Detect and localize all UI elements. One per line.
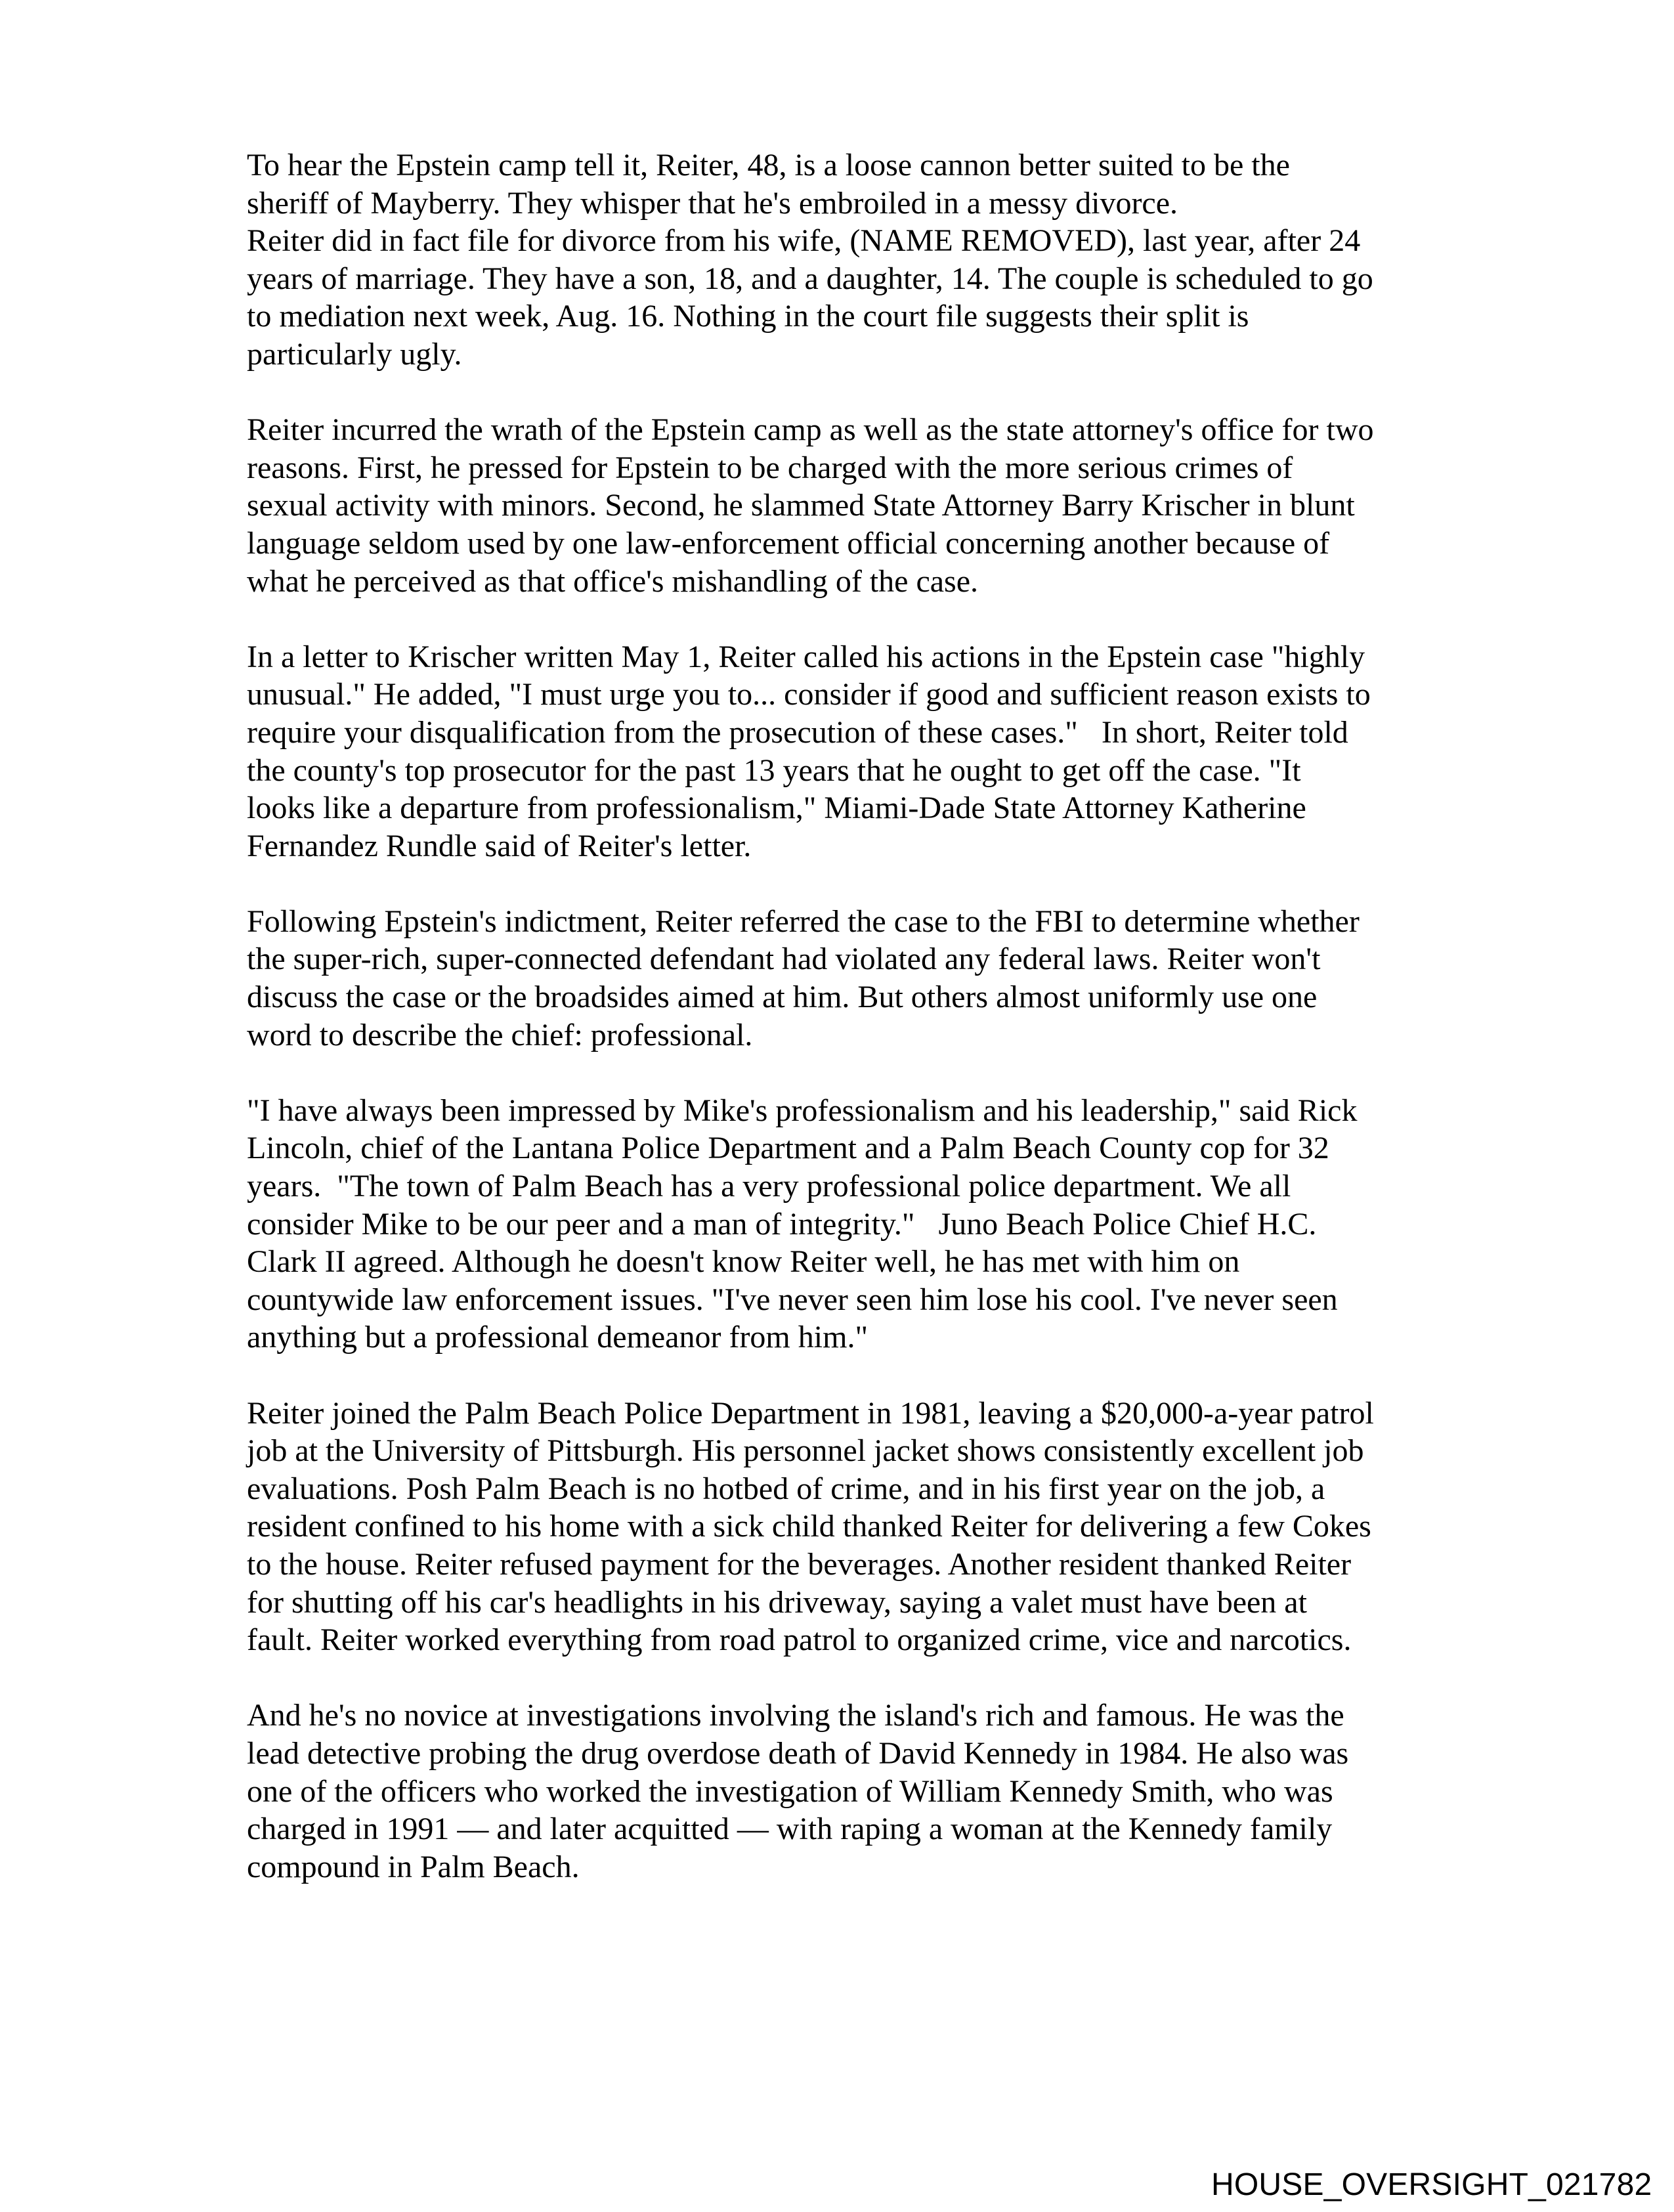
text-line: resident confined to his home with a sick child thanked Reiter for delivering a few Cokes <box>247 1509 1371 1544</box>
article-body <box>247 146 1448 1924</box>
text-line: Lincoln, chief of the Lantana Police Department and a Palm Beach County cop for 32 <box>247 1131 1329 1166</box>
text-line: "I have always been impressed by Mike's professionalism and his leadership," said Rick <box>247 1093 1358 1128</box>
text-line: language seldom used by one law-enforcement official concerning another because of <box>247 525 1330 561</box>
text-line: what he perceived as that office's mishandling of the case. <box>247 563 979 599</box>
text-line: unusual." He added, "I must urge you to... consider if good and sufficient reason exists to <box>247 677 1371 712</box>
text-line: word to describe the chief: professional. <box>247 1017 753 1052</box>
text-line: one of the officers who worked the investigation of William Kennedy Smith, who was <box>247 1773 1333 1809</box>
text-line: charged in 1991 — and later acquitted — with raping a woman at the Kennedy family <box>247 1811 1333 1847</box>
text-line: the county's top prosecutor for the past 13 years that he ought to get off the case. "It <box>247 752 1301 788</box>
paragraph-testimonials <box>247 1092 1448 1356</box>
text-line: Clark II agreed. Although he doesn't know Reiter well, he has met with him on <box>247 1244 1240 1280</box>
paragraph-fbi-referral <box>247 903 1448 1054</box>
paragraph-career-history <box>247 1395 1448 1659</box>
text-line: sexual activity with minors. Second, he slammed State Attorney Barry Krischer in blunt <box>247 488 1355 523</box>
text-line: for shutting off his car's headlights in his driveway, saying a valet must have been at <box>247 1584 1307 1620</box>
text-line: discuss the case or the broadsides aimed at him. But others almost uniformly use one <box>247 980 1318 1015</box>
text-line: countywide law enforcement issues. "I've never seen him lose his cool. I've never seen <box>247 1282 1338 1317</box>
text-line: years of marriage. They have a son, 18, and a daughter, 14. The couple is scheduled to go <box>247 261 1373 296</box>
text-line: compound in Palm Beach. <box>247 1849 580 1884</box>
text-line: job at the University of Pittsburgh. His personnel jacket shows consistently excellent job <box>247 1433 1364 1469</box>
paragraph-letter <box>247 638 1448 865</box>
paragraph-kennedy-cases <box>247 1697 1448 1886</box>
text-line: anything but a professional demeanor from him." <box>247 1320 869 1355</box>
text-line: To hear the Epstein camp tell it, Reiter, 48, is a loose cannon better suited to be the <box>247 148 1290 183</box>
bates-number-stamp: HOUSE_OVERSIGHT_021782 <box>1211 2167 1652 2202</box>
text-line: And he's no novice at investigations involving the island's rich and famous. He was the <box>247 1698 1344 1733</box>
text-line: Reiter incurred the wrath of the Epstein camp as well as the state attorney's office for two <box>247 412 1374 448</box>
text-line: Following Epstein's indictment, Reiter referred the case to the FBI to determine whether <box>247 903 1360 939</box>
text-line: the super-rich, super-connected defendant had violated any federal laws. Reiter won't <box>247 942 1321 977</box>
text-line: evaluations. Posh Palm Beach is no hotbed of crime, and in his first year on the job, a <box>247 1471 1325 1506</box>
text-line: lead detective probing the drug overdose death of David Kennedy in 1984. He also was <box>247 1735 1349 1771</box>
text-line: fault. Reiter worked everything from road patrol to organized crime, vice and narcotics. <box>247 1622 1352 1658</box>
text-line: to mediation next week, Aug. 16. Nothing in the court file suggests their split is <box>247 299 1249 334</box>
text-line: years. "The town of Palm Beach has a very professional police department. We all <box>247 1169 1291 1204</box>
text-line: looks like a departure from professionalism," Miami-Dade State Attorney Katherine <box>247 791 1306 826</box>
text-line: particularly ugly. <box>247 336 462 372</box>
text-line: In a letter to Krischer written May 1, Reiter called his actions in the Epstein case "highly <box>247 639 1365 674</box>
paragraph-divorce <box>247 146 1448 374</box>
paragraph-wrath <box>247 411 1448 600</box>
text-line: Fernandez Rundle said of Reiter's letter. <box>247 828 752 863</box>
text-line: to the house. Reiter refused payment for the beverages. Another resident thanked Reiter <box>247 1546 1352 1582</box>
text-line: require your disqualification from the prosecution of these cases." In short, Reiter told <box>247 714 1348 750</box>
text-line: reasons. First, he pressed for Epstein to be charged with the more serious crimes of <box>247 450 1293 485</box>
text-line: Reiter joined the Palm Beach Police Department in 1981, leaving a $20,000-a-year patrol <box>247 1395 1374 1431</box>
text-line: consider Mike to be our peer and a man of integrity." Juno Beach Police Chief H.C. <box>247 1206 1317 1242</box>
text-line: sheriff of Mayberry. They whisper that he's embroiled in a messy divorce. <box>247 185 1178 221</box>
text-line: Reiter did in fact file for divorce from his wife, (NAME REMOVED), last year, after 24 <box>247 223 1361 259</box>
